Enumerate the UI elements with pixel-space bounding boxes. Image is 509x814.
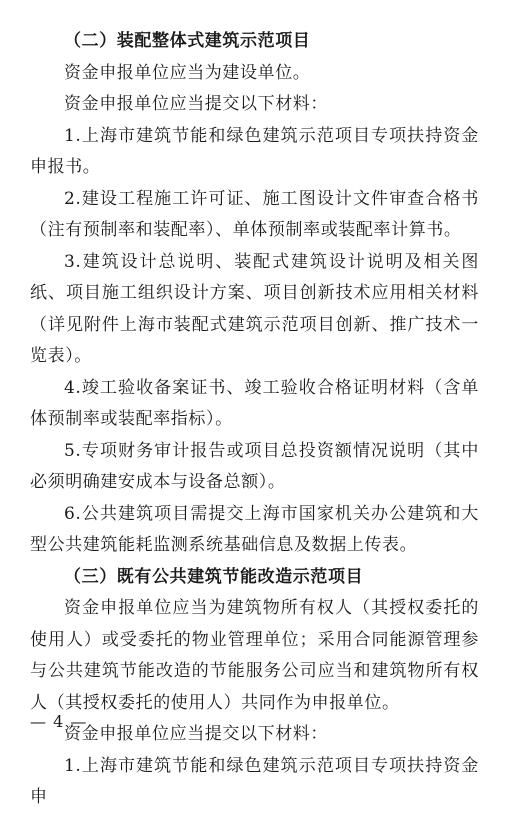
paragraph: 资金申报单位应当为建设单位。 [64,62,311,83]
section-heading-2: （二）装配整体式建筑示范项目 [64,31,311,51]
list-item: 6.公共建筑项目需提交上海市国家机关办公建筑和大型公共建筑能耗监测系统基础信息及数据上传表。 [30,503,479,555]
paragraph: 资金申报单位应当为建筑物所有权人（其授权委托的使用人）或受委托的物业管理单位；采用合同能源管理参与公共建筑节能改造的节能服务公司应当和建筑物所有权人（其授权委托的使用人）共同作为申报单位。 [30,598,479,713]
section-heading-3: （三）既有公共建筑节能改造示范项目 [64,566,364,587]
list-item: 1.上海市建筑节能和绿色建筑示范项目专项扶持资金申报书。 [30,125,479,177]
paragraph: 资金申报单位应当提交以下材料： [64,724,328,744]
list-item: 5.专项财务审计报告或项目总投资额情况说明（其中必须明确建安成本与设备总额）。 [30,440,479,492]
paragraph: 资金申报单位应当提交以下材料： [64,94,328,114]
list-item: 4.竣工验收备案证书、竣工验收合格证明材料（含单体预制率或装配率指标）。 [30,377,479,429]
page-number: — 4 — [30,712,88,731]
list-item: 1.上海市建筑节能和绿色建筑示范项目专项扶持资金申 [30,755,479,807]
list-item: 2.建设工程施工许可证、施工图设计文件审查合格书（注有预制率和装配率）、单体预制率或装配率计算书。 [30,188,479,240]
list-item: 3.建筑设计总说明、装配式建筑设计说明及相关图纸、项目施工组织设计方案、项目创新技术应用相关材料（详见附件上海市装配式建筑示范项目创新、推广技术一览表）。 [30,251,479,366]
